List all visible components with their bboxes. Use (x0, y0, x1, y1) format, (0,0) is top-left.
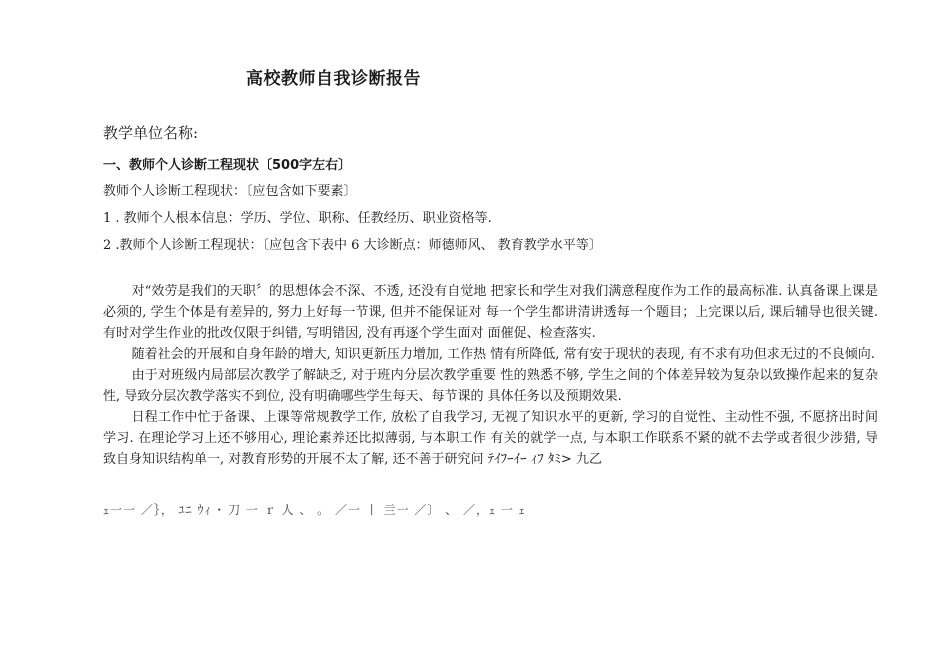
document-title: 高校教师自我诊断报告 (246, 69, 421, 89)
paragraph: 随着社会的开展和自身年龄的增大, 知识更新压力增加, 工作热 情有所降低, 常有安于现状的表现, 有不求有功但求无过的不良倾向. (131, 347, 875, 362)
section-heading: 一、教师个人诊断工程现状〔500字左右〕 (103, 158, 352, 173)
teaching-unit-label: 教学单位名称: (103, 124, 199, 142)
paragraph: 对“效劳是我们的天职〞的思想体会不深、不透, 还没有自觉地 把家长和学生对我们满意程度作为工作的最高标准. 认真备课上课是 必须的, 学生个体是有差异的, 努力上好每一节课, 但并不能保证对 每一个学生都讲清讲透每一个题目；上完课以后, 课后辅导也很关键. 有时对学生作业的批改仅限于纠错, 写明错因, 没有再逐个学生面对 面催促、检查落实. (103, 284, 878, 341)
status-intro: 教师个人诊断工程现状：〔应包含如下要素〕 (103, 184, 357, 199)
paragraph: 由于对班级内局部层次教学了解缺乏, 对于班内分层次教学重要 性的熟悉不够, 学生之间的个体差异较为复杂以致操作起来的复杂 性, 导致分层次教学落实不到位, 没有明确哪些学生每天、每节课的 具体任务以及预期效果. (103, 368, 878, 404)
garbled-text-line: ｪ一一 ／｝， ﾕﾆ ｳｨ ･ 刀 一 ｒ 人 、 。 ／一 丨 亖一 ／〕 、 ／，ｪ 一 ｪ (103, 503, 526, 517)
body-text (103, 281, 878, 470)
requirement-item-2: 2 .教师个人诊断工程现状：〔应包含下表中 6 大诊断点：师德师风、 教育教学水平等〕 (103, 238, 602, 253)
paragraph: 日程工作中忙于备课、上课等常规教学工作, 放松了自我学习, 无视了知识水平的更新, 学习的自觉性、主动性不强, 不愿挤出时间 学习. 在理论学习上还不够用心, 理论素养还比拟薄弱, 与本职工作 有关的就学一点, 与本职工作联系不紧的就不去学或者很少涉猎, 导 致自身知识结构单一, 对教育形势的开展不太了解, 还不善于研究问 ﾃｲﾌｰｲｰ ｨﾌ ﾀﾐ> 九乙 (103, 410, 878, 467)
requirement-item-1: 1 . 教师个人根本信息：学历、学位、职称、任教经历、职业资格等. (103, 211, 492, 226)
